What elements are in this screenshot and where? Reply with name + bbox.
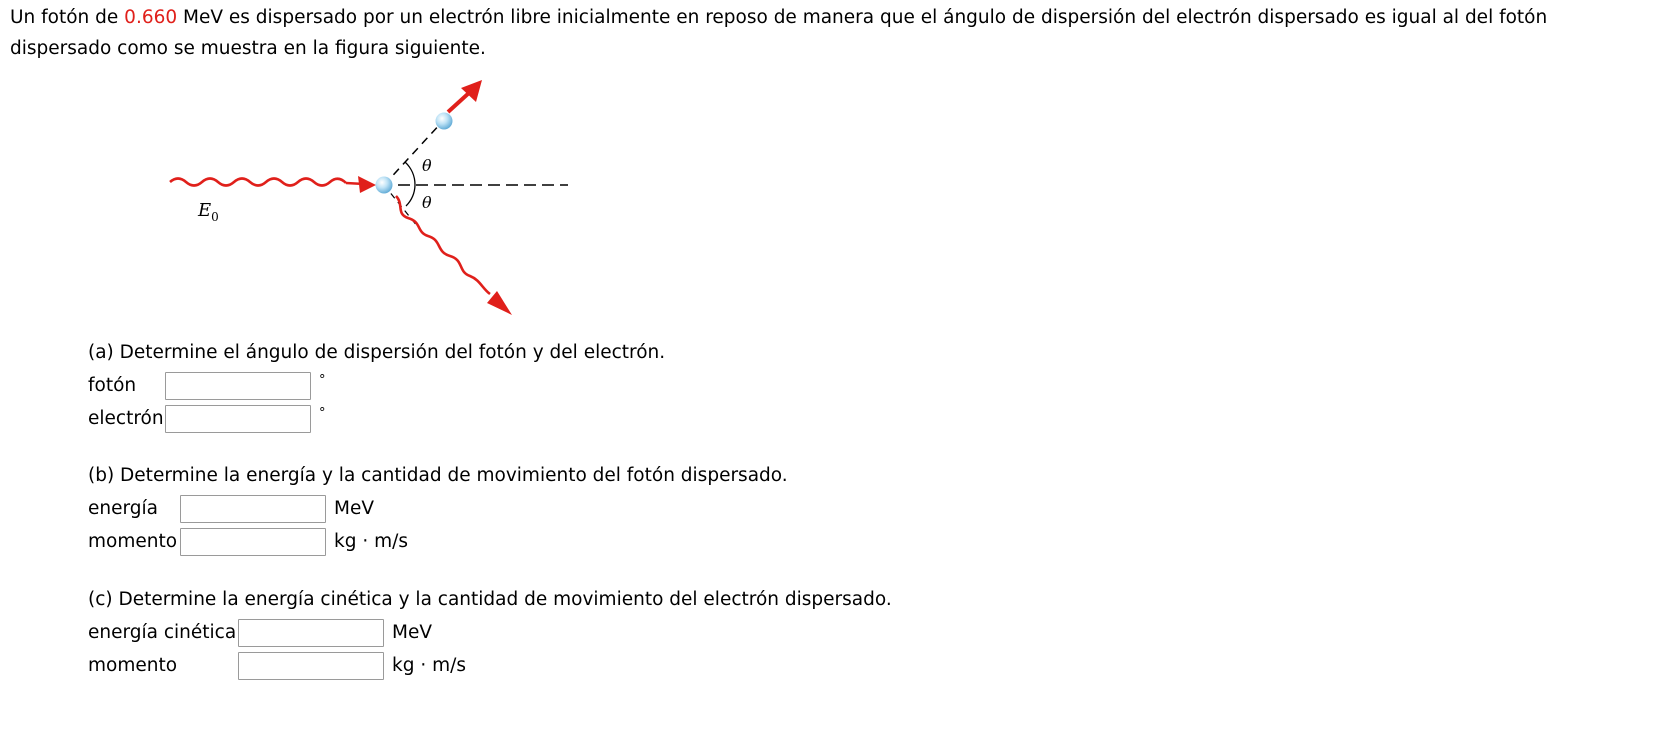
part-a-row-electron <box>88 402 1288 435</box>
incident-energy-subscript: 0 <box>211 210 219 224</box>
scattering-diagram <box>160 72 590 322</box>
target-electron <box>376 177 393 194</box>
electron-angle-input[interactable] <box>165 405 311 433</box>
electron-kinetic-energy-input[interactable] <box>238 619 384 647</box>
electron-momentum-label: momento <box>88 655 178 676</box>
photon-momentum-label: momento <box>88 531 178 552</box>
incident-energy-label <box>197 200 219 224</box>
scattered-electron <box>436 113 453 130</box>
angle-label-lower: θ <box>422 193 432 212</box>
photon-energy-input[interactable] <box>180 495 326 523</box>
part-c-row-momentum <box>88 649 1288 682</box>
electron-kinetic-energy-unit: MeV <box>392 622 432 643</box>
photon-angle-input[interactable] <box>165 372 311 400</box>
intro-text-before: Un fotón de <box>10 7 125 28</box>
electron-direction-dashed-line <box>384 122 442 185</box>
compton-scattering-figure <box>160 72 590 322</box>
photon-energy-unit: MeV <box>334 498 374 519</box>
part-a-row-photon <box>88 369 1288 402</box>
scattered-photon-wave <box>396 196 490 294</box>
photon-energy-value: 0.660 <box>124 7 178 28</box>
scattered-photon-arrowhead <box>487 291 512 315</box>
part-c-title: (c) Determine la energía cinética y la cantidad de movimiento del electrón dispersado. <box>88 589 892 610</box>
photon-momentum-unit: kg · m/s <box>334 531 408 552</box>
part-b-row-energy <box>88 492 1288 525</box>
part-c <box>88 584 1288 682</box>
angle-label-upper: θ <box>422 156 432 175</box>
part-c-row-kinetic-energy <box>88 616 1288 649</box>
incident-photon-arrowhead <box>358 176 376 193</box>
part-a <box>88 337 1288 435</box>
problem-statement <box>10 2 1640 64</box>
part-b-row-momentum <box>88 525 1288 558</box>
lower-angle-arc <box>406 185 415 206</box>
photon-momentum-input[interactable] <box>180 528 326 556</box>
intro-text-after: MeV es dispersado por un electrón libre inicialmente en reposo de manera que el ángulo de dispersión del electrón dispersado es igual al del fotón dispersado como se muestra en la figura siguiente. <box>10 7 1548 59</box>
electron-kinetic-energy-label: energía cinética <box>88 622 237 643</box>
photon-energy-label: energía <box>88 498 158 519</box>
electron-momentum-input[interactable] <box>238 652 384 680</box>
part-b-title: (b) Determine la energía y la cantidad de movimiento del fotón dispersado. <box>88 465 788 486</box>
incident-energy-symbol: E <box>198 200 212 221</box>
upper-angle-arc <box>405 162 415 185</box>
electron-angle-unit: ° <box>319 406 326 421</box>
electron-velocity-shaft <box>448 92 470 112</box>
photon-angle-unit: ° <box>319 373 326 388</box>
electron-momentum-unit: kg · m/s <box>392 655 466 676</box>
photon-angle-label: fotón <box>88 375 137 396</box>
part-a-title: (a) Determine el ángulo de dispersión del fotón y del electrón. <box>88 342 666 363</box>
incident-photon-wave <box>170 179 346 186</box>
part-b <box>88 460 1288 558</box>
electron-angle-label: electrón <box>88 408 164 429</box>
